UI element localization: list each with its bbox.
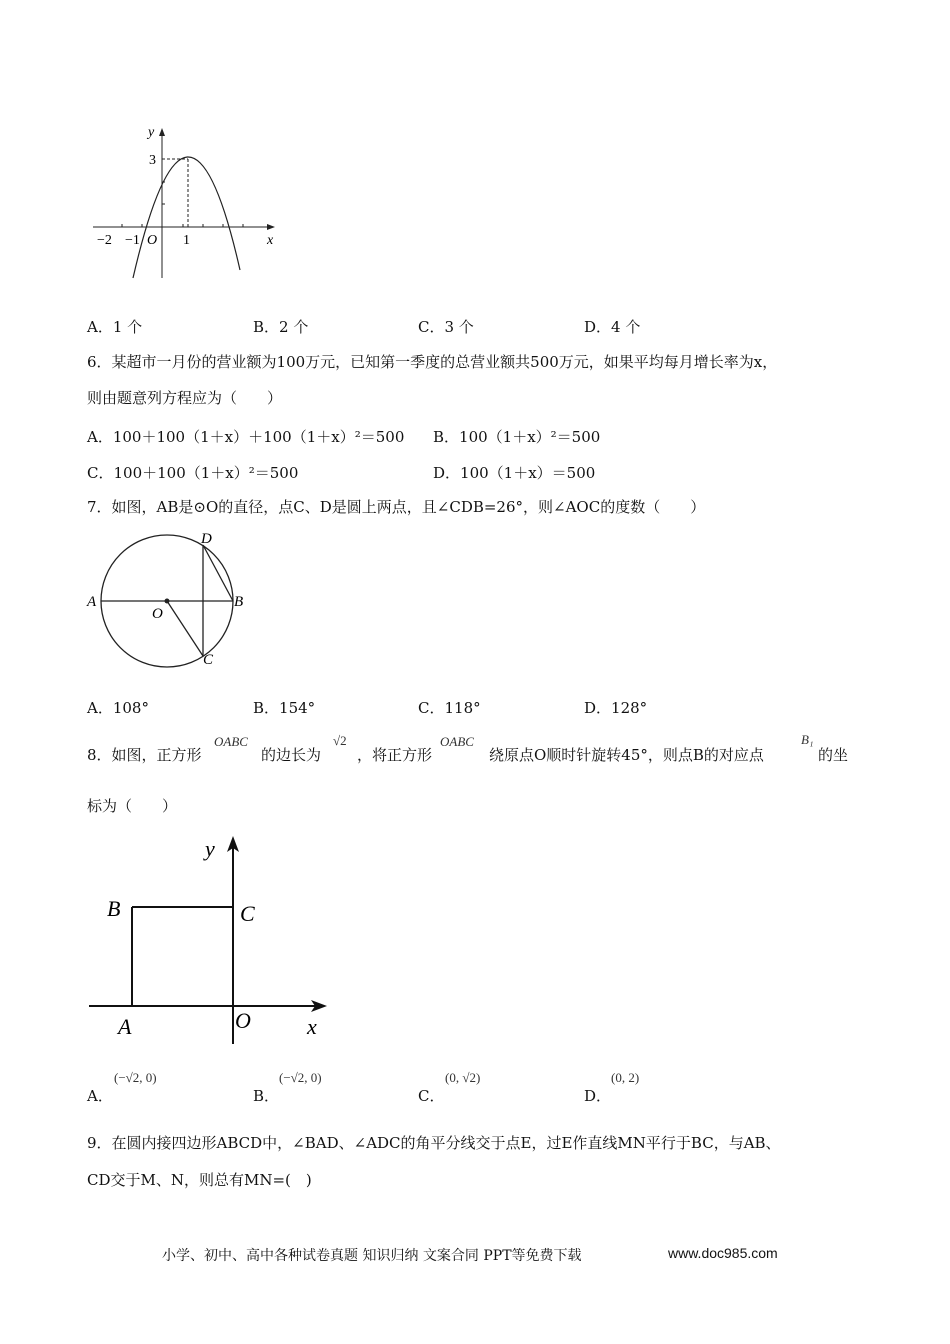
q6-question-line2: 则由题意列方程应为（ ） [87, 389, 283, 407]
q5-option-a[interactable]: A．1 个 [87, 318, 143, 336]
q8-math-b1: B₁ [801, 732, 814, 747]
circle-label-a: A [87, 594, 97, 610]
footer-url[interactable]: www.doc985.com [668, 1245, 778, 1261]
circle-label-o: O [152, 606, 163, 622]
q6-option-d[interactable]: D．100（1＋x）＝500 [433, 464, 596, 482]
q8-option-d-label[interactable]: D． [584, 1087, 612, 1105]
tick-neg2-label: −2 [97, 233, 112, 248]
q8-option-a-math: (−√2, 0) [114, 1070, 157, 1085]
square-label-a: A [118, 1014, 132, 1039]
q8-option-b-math: (−√2, 0) [279, 1070, 322, 1085]
q8-text-part3: ，将正方形 [357, 746, 433, 764]
q7-option-b[interactable]: B．154° [253, 699, 316, 717]
q8-text-part5: 的坐 [818, 746, 849, 764]
q8-text-part1: 8．如图，正方形 [87, 746, 202, 764]
q8-text-part2: 的边长为 [261, 746, 322, 764]
square-label-x: x [307, 1014, 317, 1039]
q7-question: 7．如图，AB是⊙O的直径，点C、D是圆上两点，且∠CDB=26°，则∠AOC的度数（ ） [87, 498, 706, 516]
q8-option-c-label[interactable]: C． [418, 1087, 445, 1105]
x-axis-label: x [267, 233, 274, 248]
q8-option-c-math: (0, √2) [445, 1070, 481, 1085]
square-figure [85, 830, 340, 1050]
square-label-b: B [107, 896, 121, 921]
y-axis-label: y [148, 125, 155, 140]
q6-option-b[interactable]: B．100（1＋x）²＝500 [433, 428, 601, 446]
q5-option-c[interactable]: C．3 个 [418, 318, 474, 336]
tick-neg1-label: −1 [125, 233, 140, 248]
q7-option-c[interactable]: C．118° [418, 699, 481, 717]
q8-option-b-label[interactable]: B． [253, 1087, 280, 1105]
q7-option-a[interactable]: A．108° [87, 699, 149, 717]
circle-figure [85, 525, 260, 675]
q5-option-d[interactable]: D．4 个 [584, 318, 641, 336]
q5-option-b[interactable]: B．2 个 [253, 318, 309, 336]
q6-option-c[interactable]: C．100＋100（1＋x）²＝500 [87, 464, 299, 482]
q8-math-oabc-2: OABC [440, 734, 474, 749]
parabola-figure [85, 120, 285, 285]
q8-option-a-label[interactable]: A． [87, 1087, 113, 1105]
q6-question-line1: 6．某超市一月份的营业额为100万元，已知第一季度的总营业额共500万元，如果平均每月增长率为x， [87, 353, 778, 371]
square-label-c: C [240, 901, 255, 926]
q8-math-oabc-1: OABC [214, 734, 248, 749]
q6-option-a[interactable]: A．100＋100（1＋x）＋100（1＋x）²＝500 [87, 428, 405, 446]
q9-question-line1: 9．在圆内接四边形ABCD中，∠BAD、∠ADC的角平分线交于点E，过E作直线MN平行于BC，与AB、 [87, 1134, 781, 1152]
footer-text: 小学、初中、高中各种试卷真题 知识归纳 文案合同 PPT等免费下载 [162, 1248, 582, 1264]
q9-question-line2: CD交于M、N，则总有MN=( ) [87, 1171, 312, 1189]
q8-option-d-math: (0, 2) [611, 1070, 640, 1085]
q8-math-sqrt2: √2 [333, 733, 347, 748]
circle-label-c: C [203, 652, 214, 668]
q8-text-line2: 标为（ ） [87, 797, 178, 815]
square-label-o: O [235, 1008, 251, 1033]
square-label-y: y [205, 836, 215, 861]
tick-3-label: 3 [149, 153, 156, 168]
origin-label: O [147, 233, 158, 248]
circle-label-d: D [201, 531, 212, 547]
tick-1-label: 1 [183, 233, 190, 248]
circle-label-b: B [234, 594, 244, 610]
q7-option-d[interactable]: D．128° [584, 699, 648, 717]
q8-text-part4: 绕原点O顺时针旋转45°，则点B的对应点 [489, 746, 764, 764]
